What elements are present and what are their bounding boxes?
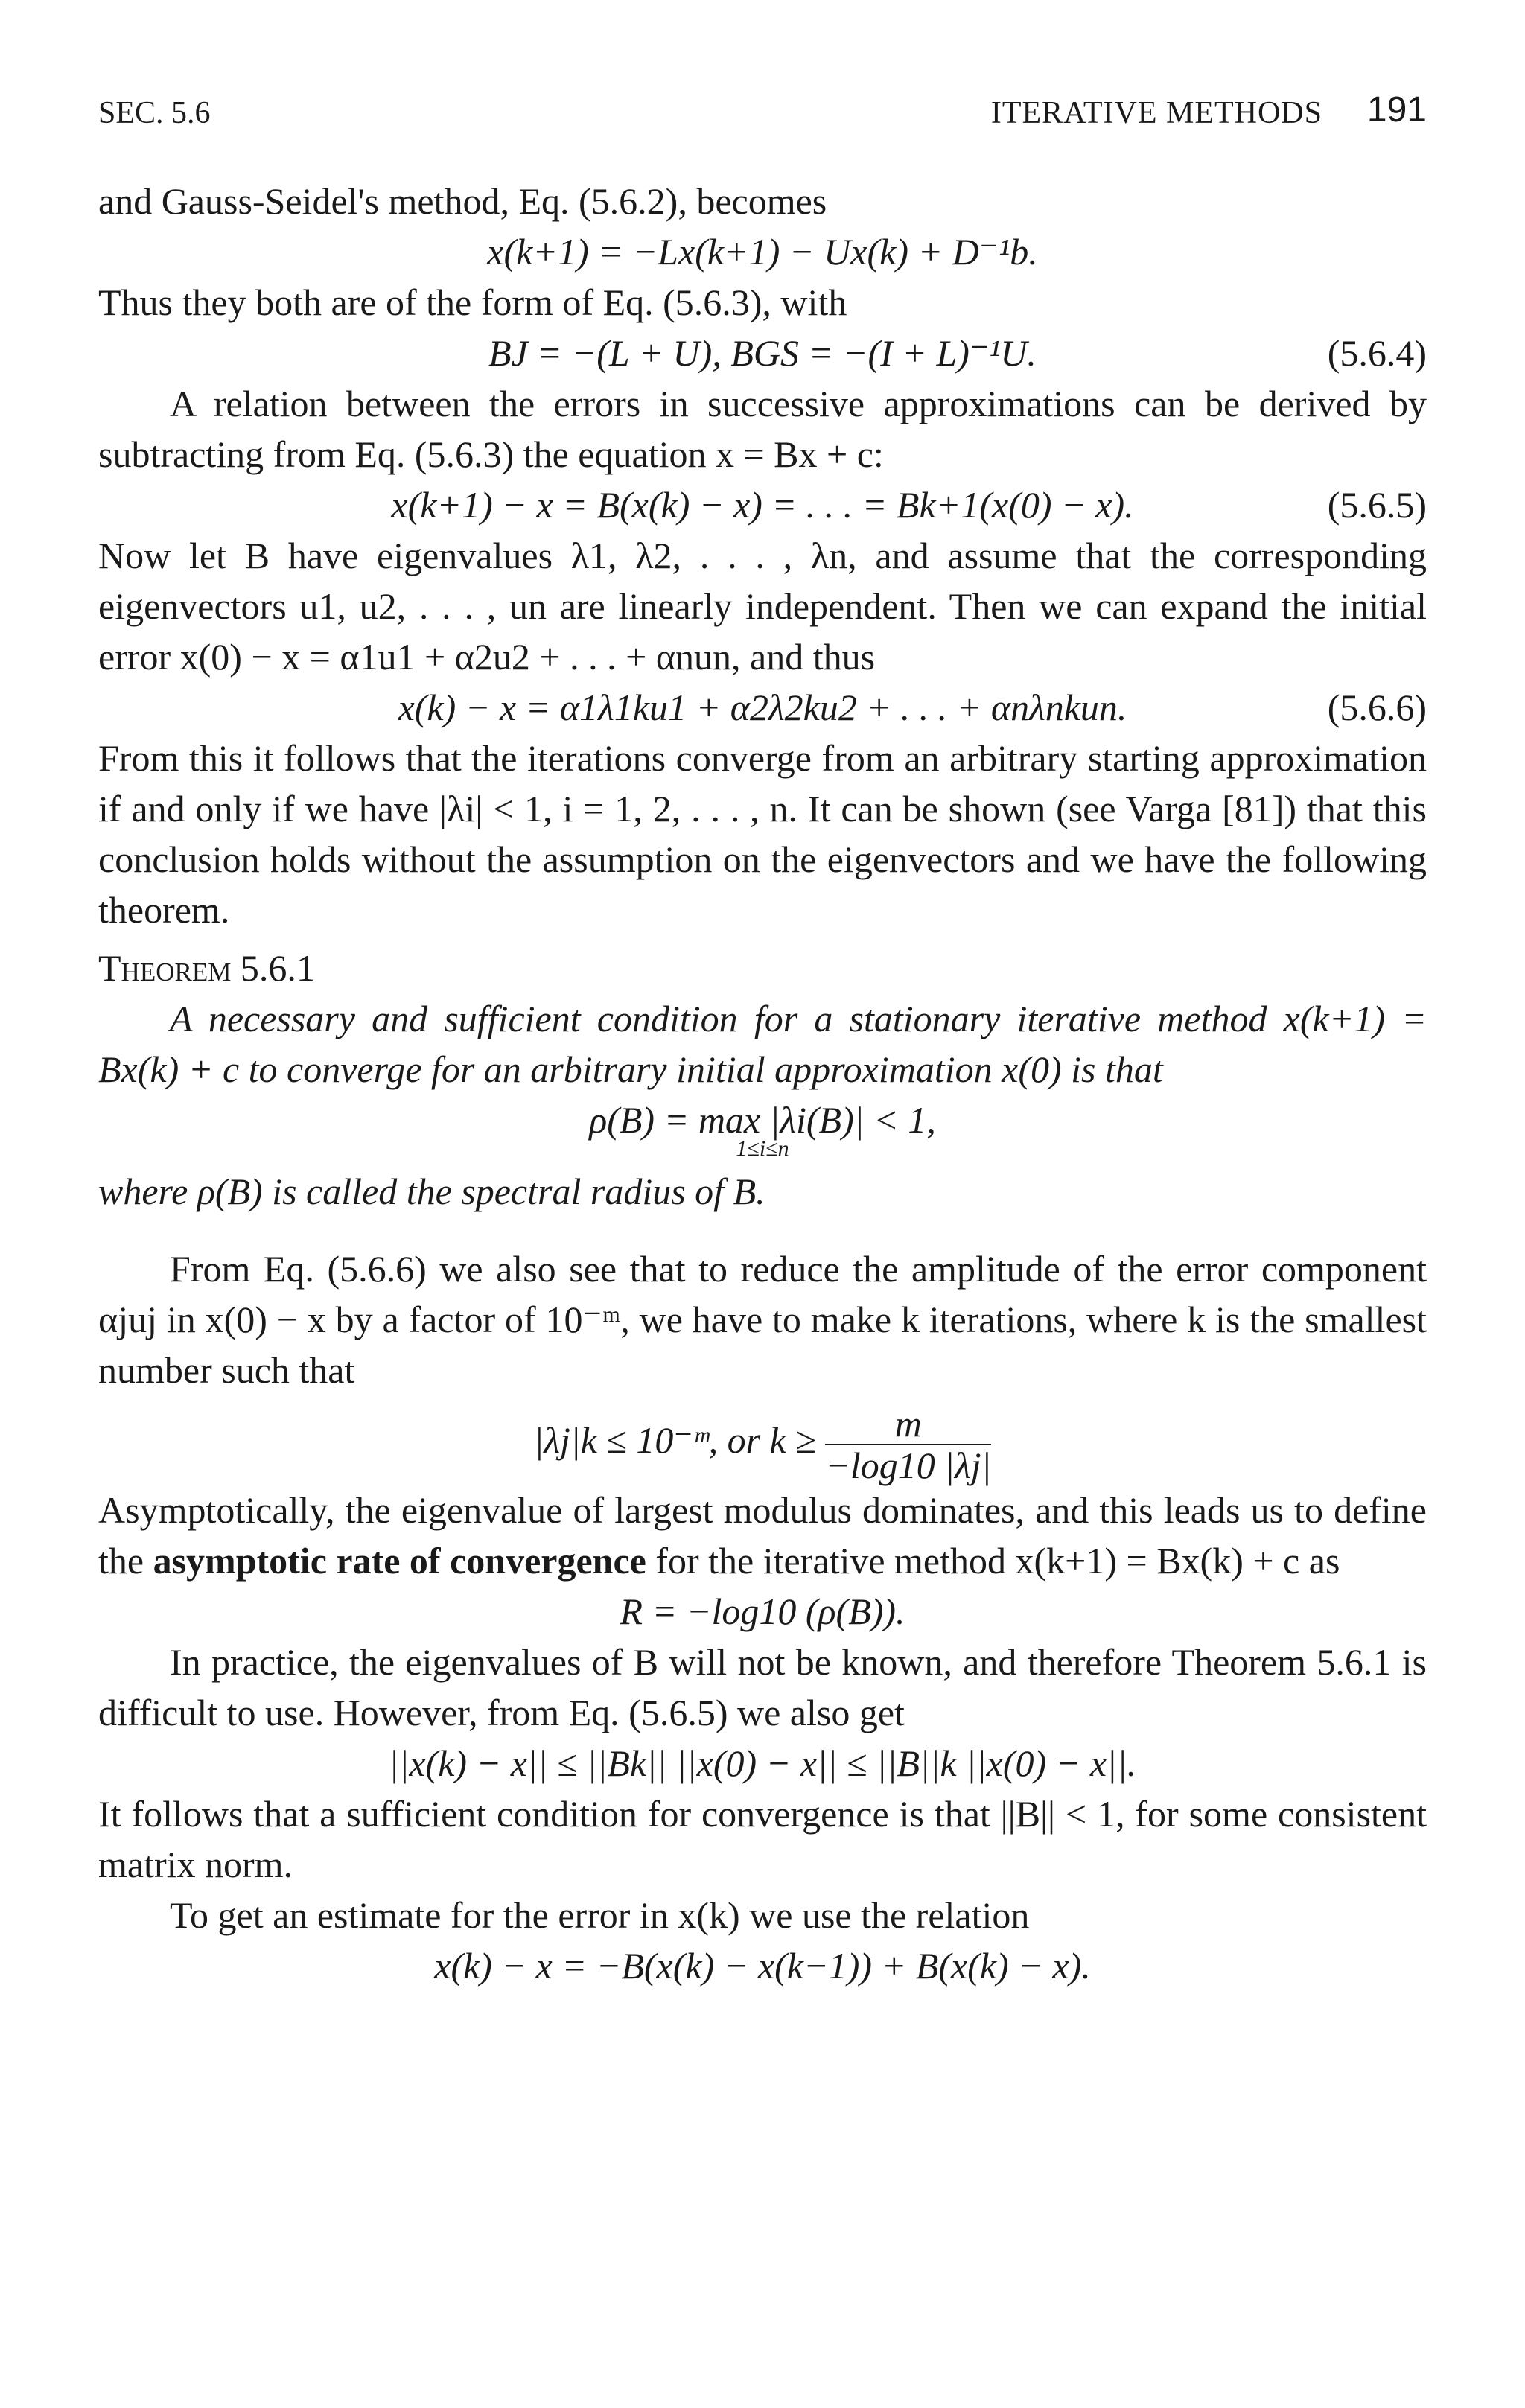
paragraph-form: Thus they both are of the form of Eq. (5.6.3), with: [98, 281, 847, 323]
page-body: [98, 176, 1427, 1991]
page-number: 191: [1366, 90, 1427, 130]
text-run: for the iterative method x(k+1) = Bx(k) + c as: [655, 1540, 1340, 1582]
equation-norm-bound: [98, 1738, 1427, 1789]
equation-5-6-5: [98, 480, 1427, 530]
spacer: [98, 1217, 1427, 1243]
paragraph-practice: In practice, the eigenvalues of B will not be known, and therefore Theorem 5.6.1 is difficult to use. However, from Eq. (5.6.5) we also get: [98, 1641, 1427, 1733]
paragraph-sufficient: It follows that a sufficient condition for convergence is that ||B|| < 1, for some consistent matrix norm.: [98, 1793, 1427, 1885]
equation-number: (5.6.5): [1327, 484, 1427, 526]
equation-left: |λj|k ≤ 10⁻ᵐ, or k ≥: [533, 1419, 816, 1461]
equation-text: x(k) − x = α1λ1ku1 + α2λ2ku2 + . . . + αnλnkun.: [398, 687, 1127, 728]
paragraph-gauss-seidel: and Gauss-Seidel's method, Eq. (5.6.2), becomes: [98, 180, 827, 222]
equation-error-relation: [98, 1940, 1427, 1991]
paragraph-error-relation: A relation between the errors in successive approximations can be derived by subtracting from Eq. (5.6.3) the equation x = Bx + c:: [98, 383, 1427, 475]
theorem-heading: Theorem 5.6.1: [98, 947, 315, 989]
paragraph-estimate: To get an estimate for the error in x(k) we use the relation: [170, 1894, 1030, 1936]
equation-text: ρ(B) = max |λi(B)| < 1,: [589, 1099, 936, 1141]
paragraph-convergence: From this it follows that the iterations converge from an arbitrary starting approximation if and only if we have |λi| < 1, i = 1, 2, . . . , n. It can be shown (see Varga [81]) that this conclusion holds without the assumption on the eigenvectors and we have the following theorem.: [98, 737, 1427, 931]
equation-rate: [98, 1586, 1427, 1637]
running-title: ITERATIVE METHODS: [990, 96, 1322, 130]
equation-text: ||x(k) − x|| ≤ ||Bk|| ||x(0) − x|| ≤ ||B||k ||x(0) − x||.: [388, 1742, 1137, 1784]
bold-term: asymptotic rate of convergence: [153, 1540, 646, 1582]
equation-5-6-6: [98, 682, 1427, 733]
section-label: SEC. 5.6: [98, 96, 211, 130]
equation-5-6-4: [98, 328, 1427, 378]
equation-text: x(k+1) = −Lx(k+1) − Ux(k) + D⁻¹b.: [487, 231, 1038, 273]
equation-gauss-seidel: [98, 226, 1427, 277]
paragraph-amplitude: From Eq. (5.6.6) we also see that to reduce the amplitude of the error component αjuj in x(0) − x by a factor of 10⁻ᵐ, we have to make k iterations, where k is the smallest number such that: [98, 1248, 1427, 1391]
theorem-tail: where ρ(B) is called the spectral radius of B.: [98, 1170, 765, 1212]
paragraph-asymptotic: [98, 1485, 1427, 1586]
equation-text: R = −log10 (ρ(B)).: [620, 1590, 905, 1632]
equation-number: (5.6.4): [1327, 332, 1427, 374]
equation-text: x(k) − x = −B(x(k) − x(k−1)) + B(x(k) − x).: [434, 1945, 1091, 1987]
equation-spectral-radius: [98, 1095, 1427, 1166]
paragraph-eigenvalues: Now let B have eigenvalues λ1, λ2, . . . , λn, and assume that the corresponding eigenvectors u1, u2, . . . , un are linearly independent. Then we can expand the initial error x(0) − x = α1u1 + α2u2 + . . . + αnun, and thus: [98, 535, 1427, 678]
running-header: [98, 88, 1427, 133]
equation-number: (5.6.6): [1327, 687, 1427, 728]
fraction-numerator: m: [825, 1404, 991, 1445]
theorem-body: A necessary and sufficient condition for a stationary iterative method x(k+1) = Bx(k) + c to converge for an arbitrary initial approximation x(0) is that: [98, 998, 1427, 1090]
equation-text: BJ = −(L + U), BGS = −(I + L)⁻¹U.: [488, 332, 1037, 374]
fraction: [825, 1404, 991, 1485]
equation-iteration-count: [98, 1395, 1427, 1485]
text-run: Asymptotically, the eigenvalue of largest modulus dominates, and this leads us to define the: [98, 1489, 1427, 1582]
fraction-denominator: −log10 |λj|: [825, 1444, 992, 1486]
equation-text: x(k+1) − x = B(x(k) − x) = . . . = Bk+1(x(0) − x).: [391, 484, 1134, 526]
equation-subscript: 1≤i≤n: [736, 1136, 789, 1161]
